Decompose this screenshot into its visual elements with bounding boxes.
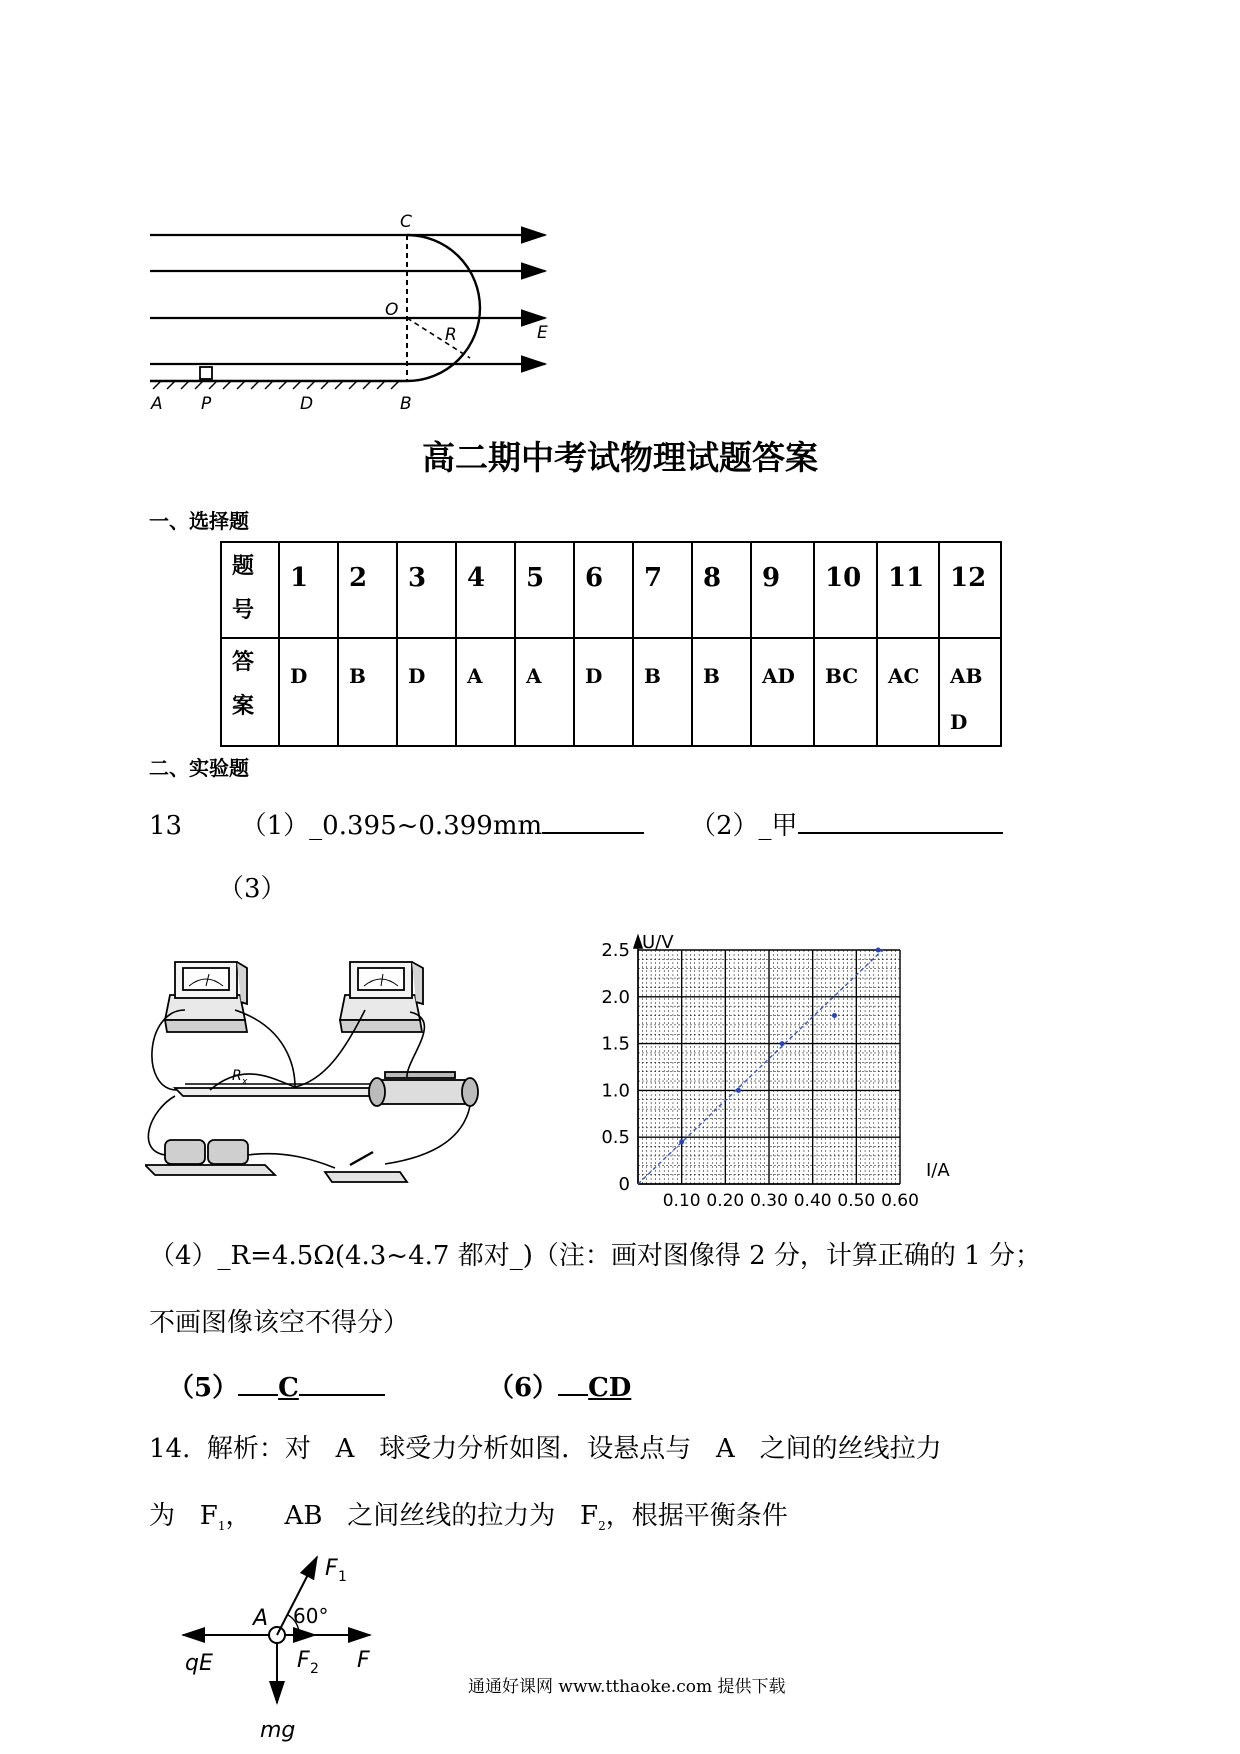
answer-cell: D <box>397 638 456 746</box>
number-cell: 8 <box>692 542 751 638</box>
page-title: 高二期中考试物理试题答案 <box>422 438 818 477</box>
answer-cell: BC <box>814 638 877 746</box>
field-track-figure <box>145 205 565 420</box>
label-e: E <box>537 323 548 343</box>
answer-cell: A <box>515 638 574 746</box>
rx-subscript: x <box>242 1077 248 1087</box>
data-point <box>780 1041 785 1046</box>
blank-line <box>542 806 644 834</box>
answer-cell: B <box>338 638 397 746</box>
x-tick-label: 0.30 <box>750 1191 788 1210</box>
x-axis-label: I/A <box>926 1160 950 1181</box>
number-cell: 2 <box>338 542 397 638</box>
q14-text: ，根据平衡条件 <box>605 1501 788 1531</box>
q13-p4-label: （4） <box>149 1241 218 1271</box>
data-point <box>679 1139 684 1144</box>
answer-label-cell: 答 案 <box>221 638 279 746</box>
q13-p3-label: （3） <box>218 874 287 904</box>
number-cell: 5 <box>515 542 574 638</box>
blank-line <box>558 1368 588 1396</box>
table-row <box>221 542 1001 638</box>
q13-p4-line <box>149 1235 1041 1272</box>
q13-p1-answer: _0.395~0.399mm <box>309 811 543 841</box>
number-cell: 6 <box>574 542 633 638</box>
f2-label: F <box>297 1648 310 1673</box>
blank-line <box>238 1368 278 1396</box>
q14-line2 <box>149 1495 788 1533</box>
number-cell: 11 <box>877 542 939 638</box>
x-tick-label: 0.50 <box>837 1191 876 1210</box>
q13-number: 13 <box>149 811 183 841</box>
q13-line5 <box>168 1367 385 1404</box>
blank-line <box>798 806 1003 834</box>
y-tick-label: 0 <box>618 1174 630 1195</box>
force-diagram <box>165 1545 405 1750</box>
number-cell: 10 <box>814 542 877 638</box>
blank-line <box>299 1368 385 1396</box>
qe-label: qE <box>185 1651 213 1676</box>
label-r: R <box>445 325 457 345</box>
y-axis-label: U/V <box>642 932 674 953</box>
q14-text: 为 F <box>149 1501 218 1531</box>
answer-cell: B <box>633 638 692 746</box>
fit-line <box>638 950 883 1184</box>
rx-label: R <box>232 1068 242 1084</box>
answer-cell: A <box>456 638 515 746</box>
a-label: A <box>253 1606 269 1631</box>
y-tick-label: 2.0 <box>601 986 630 1008</box>
label-o: O <box>385 300 399 320</box>
f-label: F <box>357 1648 370 1673</box>
y-tick-label: 1.5 <box>601 1033 630 1055</box>
label-a: A <box>151 394 163 414</box>
header-label-cell: 题 号 <box>221 542 279 638</box>
label-d: D <box>300 394 314 414</box>
number-cell: 12 <box>939 542 1001 638</box>
q13-line1 <box>149 805 644 842</box>
x-tick-label: 0.40 <box>793 1191 832 1210</box>
data-point <box>832 1013 837 1018</box>
answer-cell: ABD <box>939 638 1001 746</box>
angle-label: 60° <box>293 1604 329 1628</box>
answer-cell: D <box>279 638 338 746</box>
q13-line6 <box>488 1367 631 1404</box>
answer-cell: D <box>574 638 633 746</box>
data-point <box>736 1088 741 1093</box>
answer-cell: B <box>692 638 751 746</box>
section1-heading: 一、选择题 <box>149 509 249 533</box>
q13-p6-label: （6） <box>488 1373 559 1403</box>
q13-p6-answer: CD <box>588 1373 632 1403</box>
x-tick-label: 0.60 <box>881 1191 919 1210</box>
q13-p2-label: （2） <box>690 811 759 841</box>
number-cell: 3 <box>397 542 456 638</box>
q13-p4-text2: 不画图像该空不得分） <box>149 1308 410 1338</box>
f1-subscript: 1 <box>338 1569 347 1585</box>
subscript: 2 <box>598 1519 606 1534</box>
data-point <box>876 948 881 953</box>
label-p: P <box>201 394 212 414</box>
answer-cell: AC <box>877 638 939 746</box>
footer-text: 通通好课网 www.tthaoke.com 提供下载 <box>468 1677 786 1697</box>
y-tick-label: 1.0 <box>601 1080 630 1102</box>
section2-heading: 二、实验题 <box>149 756 249 780</box>
q13-p5-answer: C <box>278 1373 299 1403</box>
number-cell: 7 <box>633 542 692 638</box>
q13-p5-label: （5） <box>168 1373 239 1403</box>
q13-p2-answer: _甲 <box>758 811 798 841</box>
x-tick-label: 0.20 <box>706 1191 745 1210</box>
f2-subscript: 2 <box>310 1661 319 1677</box>
q13-line1b <box>690 805 1003 842</box>
circuit-figure <box>145 950 525 1190</box>
label-c: C <box>400 212 412 232</box>
x-tick-label: 0.10 <box>662 1191 701 1210</box>
ui-chart <box>590 928 970 1210</box>
q13-p4-text: _R=4.5Ω(4.3~4.7 都对_)（注：画对图像得 2 分，计算正确的 1 分； <box>217 1241 1041 1271</box>
q14-line1: 14. 解析：对 A 球受力分析如图．设悬点与 A 之间的丝线拉力 <box>149 1434 942 1464</box>
mg-label: mg <box>260 1718 296 1743</box>
subscript: 1 <box>217 1519 226 1534</box>
number-cell: 9 <box>751 542 814 638</box>
y-tick-label: 0.5 <box>601 1127 630 1149</box>
table-row <box>221 638 1001 746</box>
q13-p1-label: （1） <box>240 811 310 841</box>
number-cell: 1 <box>279 542 338 638</box>
answer-cell: AD <box>751 638 814 746</box>
label-b: B <box>400 394 412 414</box>
number-cell: 4 <box>456 542 515 638</box>
chart-grid <box>638 950 900 1184</box>
q14-text: ， AB 之间丝线的拉力为 F <box>225 1501 599 1531</box>
y-tick-label: 2.5 <box>601 940 630 961</box>
f1-label: F <box>325 1556 338 1581</box>
answer-table <box>220 541 1002 747</box>
